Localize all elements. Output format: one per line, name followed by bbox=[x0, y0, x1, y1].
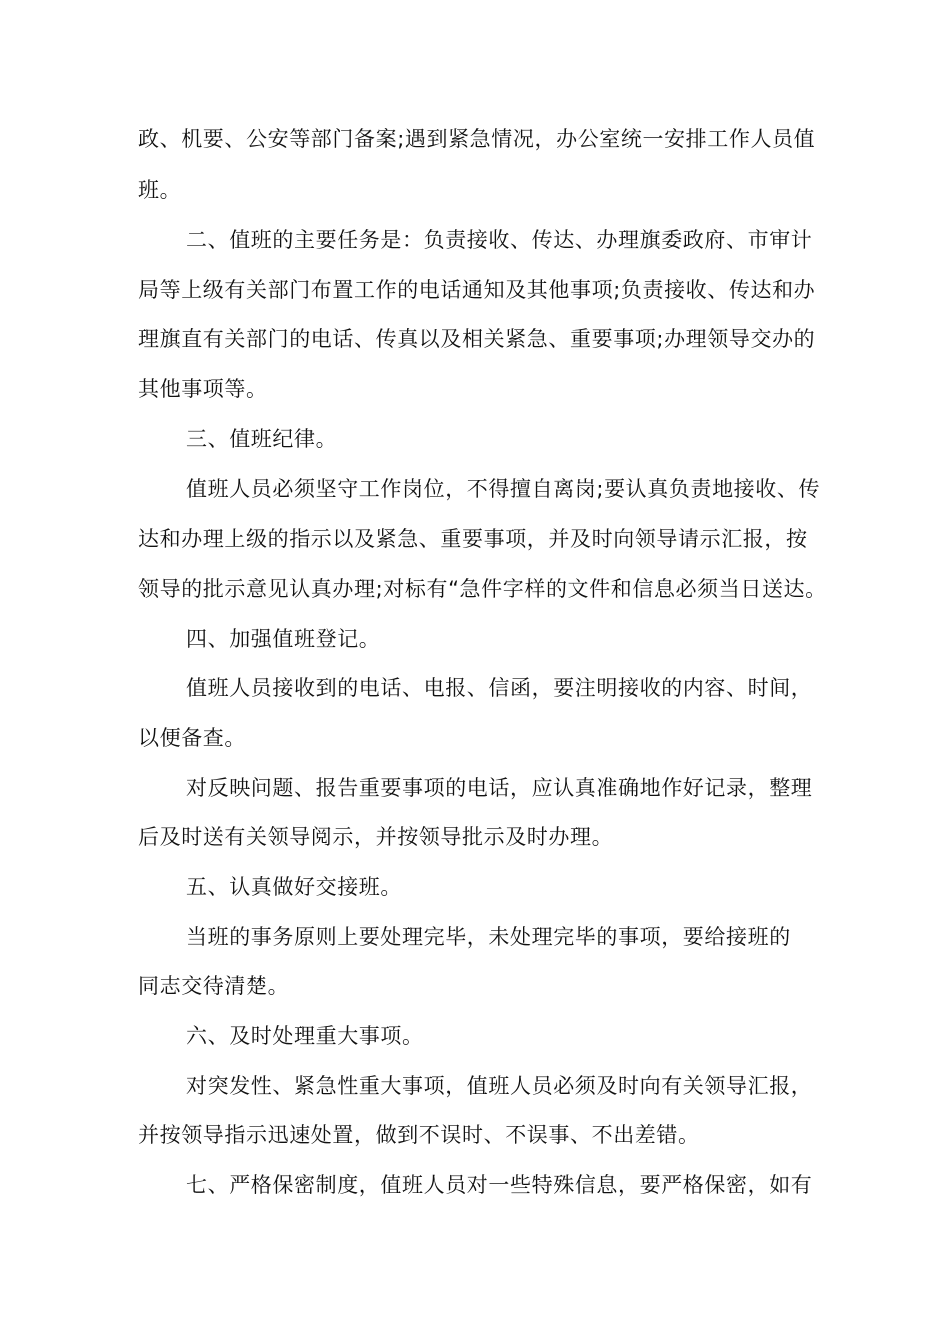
body-text-line: 值班人员必须坚守工作岗位，不得擅自离岗;要认真负责地接收、传 bbox=[186, 477, 821, 501]
body-text-line: 理旗直有关部门的电话、传真以及相关紧急、重要事项;办理领导交办的 bbox=[138, 327, 816, 351]
section-heading-line: 六、及时处理重大事项。 bbox=[186, 1024, 424, 1048]
body-text-line: 后及时送有关领导阅示，并按领导批示及时办理。 bbox=[138, 825, 614, 849]
body-text-line: 对突发性、紧急性重大事项，值班人员必须及时向有关领导汇报， bbox=[186, 1074, 813, 1098]
body-text-line: 达和办理上级的指示以及紧急、重要事项，并及时向领导请示汇报，按 bbox=[138, 527, 808, 551]
section-heading-line: 四、加强值班登记。 bbox=[186, 627, 381, 651]
body-text-line: 并按领导指示迅速处置，做到不误时、不误事、不出差错。 bbox=[138, 1123, 700, 1147]
body-text-line: 班。 bbox=[138, 178, 182, 202]
body-text-line: 其他事项等。 bbox=[138, 377, 268, 401]
body-text-line: 同志交待清楚。 bbox=[138, 974, 290, 998]
section-heading-line: 七、严格保密制度，值班人员对一些特殊信息，要严格保密，如有 bbox=[186, 1173, 813, 1197]
body-text-line: 局等上级有关部门布置工作的电话通知及其他事项;负责接收、传达和办 bbox=[138, 278, 816, 302]
body-text-line: 领导的批示意见认真办理;对标有“急件字样的文件和信息必须当日送达。 bbox=[138, 577, 827, 601]
section-heading-line: 三、值班纪律。 bbox=[186, 427, 338, 451]
section-heading-line: 二、值班的主要任务是：负责接收、传达、办理旗委政府、市审计 bbox=[186, 228, 813, 252]
body-text-line: 以便备查。 bbox=[138, 726, 246, 750]
body-text-line: 对反映问题、报告重要事项的电话，应认真准确地作好记录，整理 bbox=[186, 776, 813, 800]
body-text-line: 值班人员接收到的电话、电报、信函，要注明接收的内容、时间， bbox=[186, 676, 813, 700]
body-text-line: 当班的事务原则上要处理完毕，未处理完毕的事项，要给接班的 bbox=[186, 925, 791, 949]
section-heading-line: 五、认真做好交接班。 bbox=[186, 875, 402, 899]
body-text-line: 政、机要、公安等部门备案;遇到紧急情况，办公室统一安排工作人员值 bbox=[138, 127, 816, 151]
